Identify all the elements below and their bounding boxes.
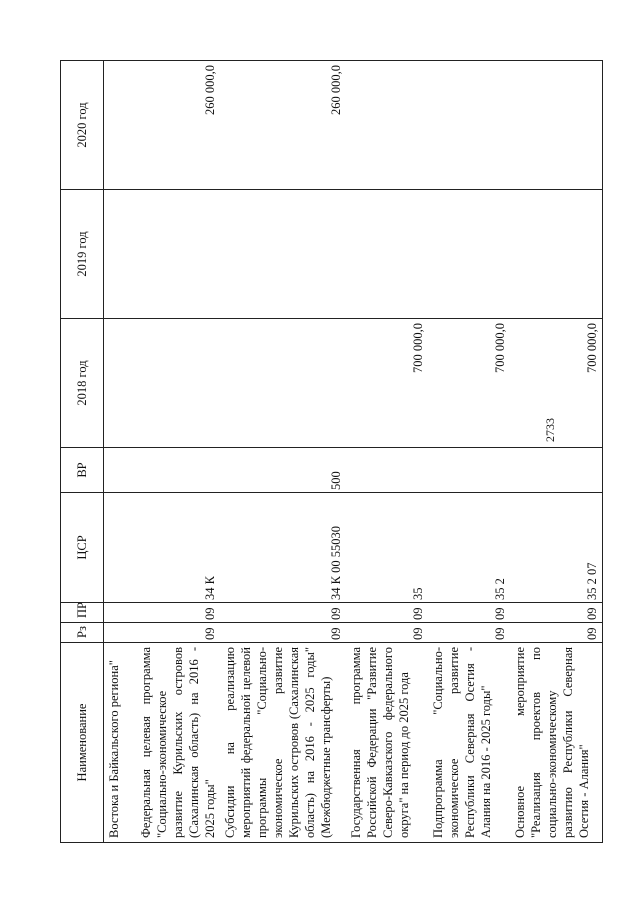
cell-csr <box>104 493 137 603</box>
cell-2020 <box>510 61 603 190</box>
table-row <box>428 61 510 843</box>
table-row <box>510 61 603 843</box>
cell-name: Федеральная целевая программа "Социально-экономическое развитие Курильских островов (Сахалинская область) на 2016 - 2025 годы" <box>136 643 220 843</box>
col-header-2018: 2018 год <box>61 319 104 448</box>
cell-2018 <box>220 319 346 448</box>
cell-csr: 35 2 <box>428 493 510 603</box>
budget-table <box>60 60 603 843</box>
cell-2019 <box>104 190 137 319</box>
cell-2020 <box>104 61 137 190</box>
cell-rz: 09 <box>510 623 603 643</box>
cell-2019 <box>428 190 510 319</box>
cell-vr <box>346 448 428 493</box>
col-header-2019: 2019 год <box>61 190 104 319</box>
cell-pr <box>104 603 137 623</box>
col-header-rz: Рз <box>61 623 104 643</box>
cell-csr: 34 К <box>136 493 220 603</box>
cell-2018 <box>136 319 220 448</box>
cell-csr: 35 2 07 <box>510 493 603 603</box>
cell-2018 <box>104 319 137 448</box>
table-row <box>220 61 346 843</box>
col-header-name: Наименование <box>61 643 104 843</box>
col-header-2020: 2020 год <box>61 61 104 190</box>
cell-rz: 09 <box>220 623 346 643</box>
cell-2020: 260 000,0 <box>136 61 220 190</box>
col-header-csr: ЦСР <box>61 493 104 603</box>
table-body <box>104 61 603 843</box>
cell-name: Государственная программа Российской Федерации "Развитие Северо-Кавказского федерального округа" на период до 2025 года <box>346 643 428 843</box>
cell-vr: 500 <box>220 448 346 493</box>
cell-csr: 34 К 00 55030 <box>220 493 346 603</box>
cell-2020: 260 000,0 <box>220 61 346 190</box>
table-header <box>61 61 104 843</box>
cell-pr: 09 <box>428 603 510 623</box>
cell-vr <box>136 448 220 493</box>
cell-rz: 09 <box>136 623 220 643</box>
cell-pr: 09 <box>510 603 603 623</box>
cell-vr <box>428 448 510 493</box>
cell-name: Подпрограмма "Социально-экономическое развитие Республики Северная Осетия - Алания на 2016 - 2025 годы" <box>428 643 510 843</box>
cell-vr <box>104 448 137 493</box>
cell-2020 <box>428 61 510 190</box>
cell-csr: 35 <box>346 493 428 603</box>
table-row <box>346 61 428 843</box>
cell-2018: 700 000,0 <box>428 319 510 448</box>
cell-2019 <box>510 190 603 319</box>
cell-pr: 09 <box>220 603 346 623</box>
col-header-vr: ВР <box>61 448 104 493</box>
cell-2018: 700 000,0 <box>510 319 603 448</box>
cell-pr: 09 <box>346 603 428 623</box>
cell-2019 <box>220 190 346 319</box>
cell-rz: 09 <box>346 623 428 643</box>
table-row <box>104 61 137 843</box>
cell-rz: 09 <box>428 623 510 643</box>
cell-name: Субсидии на реализацию мероприятий федеральной целевой программы "Социально-экономическое развитие Курильских островов (Сахалинская область) на 2016 - 2025 годы" (Межбюджетные трансферты) <box>220 643 346 843</box>
table-row <box>136 61 220 843</box>
cell-2018: 700 000,0 <box>346 319 428 448</box>
cell-2019 <box>346 190 428 319</box>
cell-2020 <box>346 61 428 190</box>
cell-name: Основное мероприятие "Реализация проектов по социально-экономическому развитию Республики Северная Осетия - Алания" <box>510 643 603 843</box>
col-header-pr: ПР <box>61 603 104 623</box>
page-number: 2733 <box>543 418 557 442</box>
cell-2019 <box>136 190 220 319</box>
rotated-budget-table-page <box>60 63 600 843</box>
cell-rz <box>104 623 137 643</box>
cell-vr <box>510 448 603 493</box>
cell-pr: 09 <box>136 603 220 623</box>
cell-name: Востока и Байкальского региона" <box>104 643 137 843</box>
